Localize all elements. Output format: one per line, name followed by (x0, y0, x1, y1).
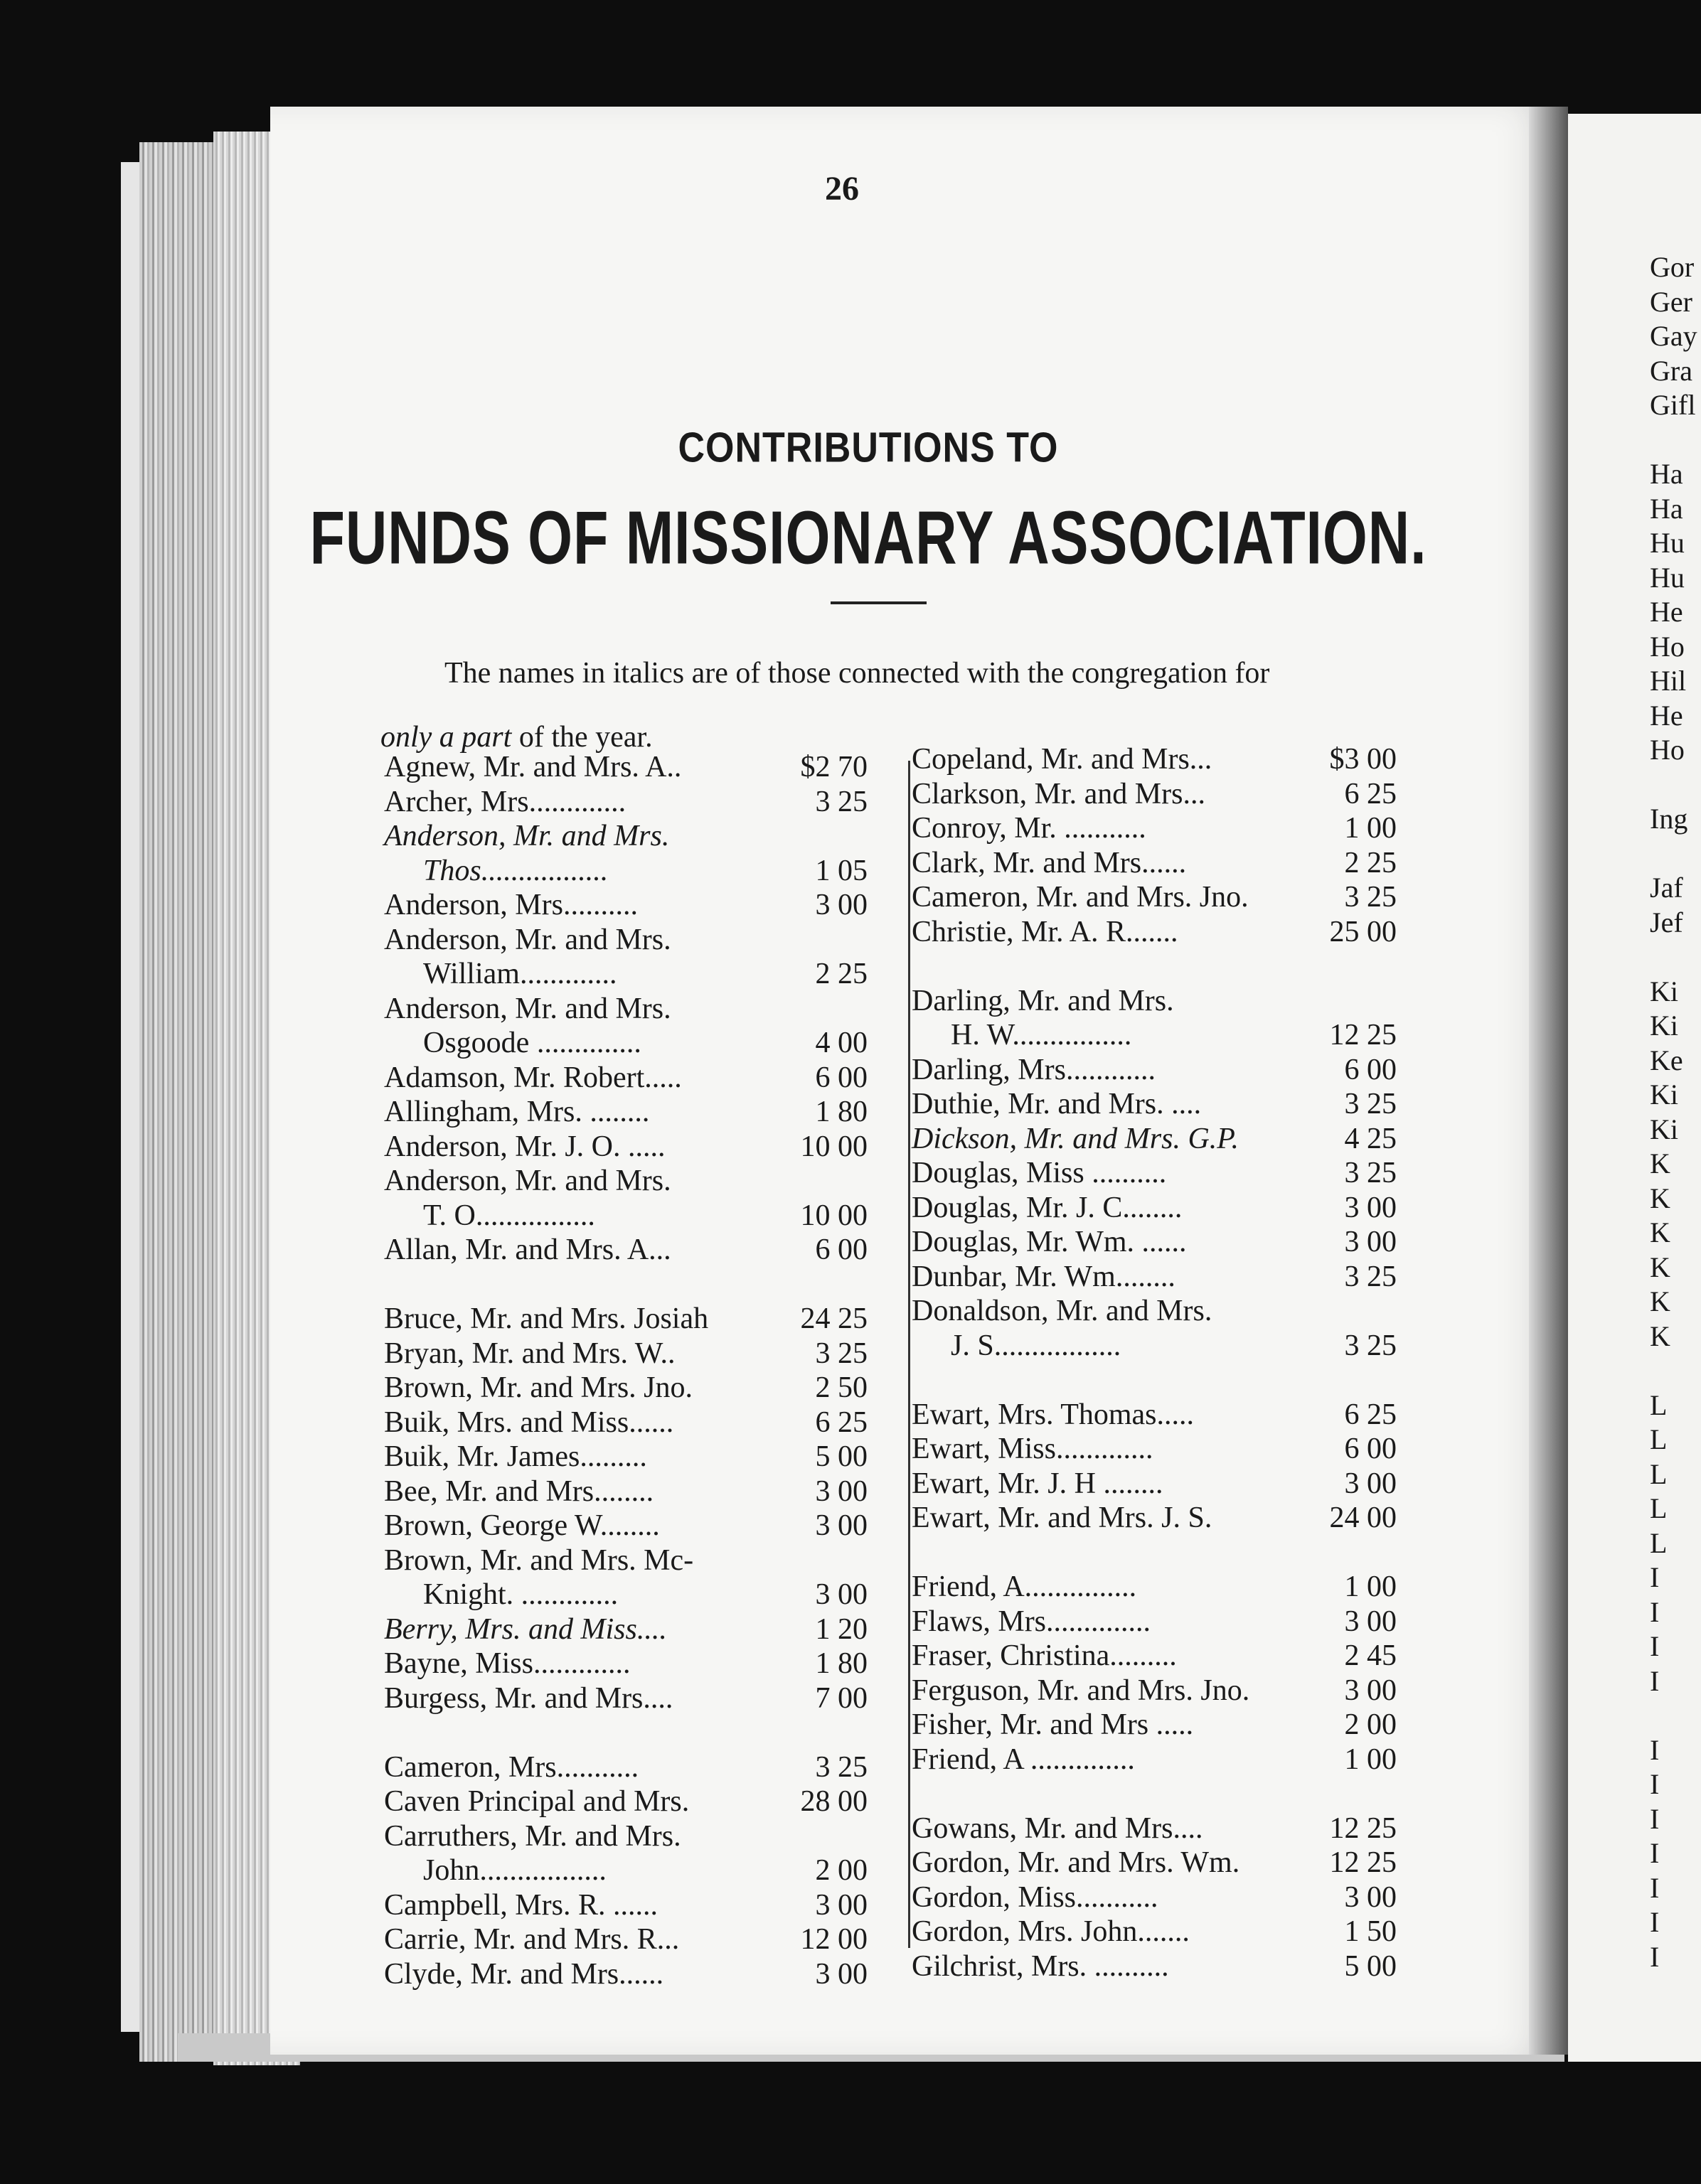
contribution-entry (912, 1501, 1397, 1536)
contribution-amount: 1 80 (815, 1096, 868, 1128)
contribution-amount: 3 00 (1344, 1605, 1397, 1638)
contribution-amount: 1 80 (815, 1647, 868, 1680)
contributor-name: Douglas, Mr. J. C........ (912, 1191, 1183, 1224)
contribution-amount: $2 70 (800, 751, 868, 783)
contribution-entry (912, 1191, 1397, 1226)
contributor-name: T. O................ (423, 1199, 595, 1232)
next-page-fragment: Hu (1650, 527, 1685, 559)
contributor-name: Douglas, Mr. Wm. ...... (912, 1226, 1187, 1258)
contribution-amount: 2 25 (1344, 846, 1397, 879)
contributor-name: H. W................ (951, 1019, 1132, 1051)
next-page-fragment: Jef (1650, 906, 1683, 938)
contributor-name: Fisher, Mr. and Mrs ..... (912, 1708, 1194, 1741)
contribution-amount: 24 00 (1329, 1502, 1397, 1534)
contribution-amount: 1 00 (1344, 1743, 1397, 1776)
contributor-name: Anderson, Mr. and Mrs. (384, 1165, 671, 1197)
contributor-name: Osgoode .............. (423, 1027, 641, 1059)
contributor-name: Anderson, Mr. and Mrs. (384, 992, 671, 1025)
contributor-name: Archer, Mrs............. (384, 785, 626, 818)
contribution-amount: 3 25 (1344, 1088, 1397, 1120)
contribution-amount: 1 50 (1344, 1915, 1397, 1948)
contribution-amount: 2 25 (815, 958, 868, 990)
contribution-entry (912, 880, 1397, 915)
contribution-entry (384, 1095, 868, 1130)
contribution-entry (384, 1302, 868, 1337)
contribution-amount: 7 00 (815, 1681, 868, 1715)
contribution-amount: 3 25 (815, 1337, 868, 1370)
contribution-amount: 3 00 (815, 1888, 868, 1922)
contribution-entry (384, 819, 868, 854)
contributor-name: Anderson, Mr. J. O. ..... (384, 1130, 666, 1163)
contribution-entry (384, 1061, 868, 1096)
contribution-entry (384, 750, 868, 785)
next-page-fragment: Ha (1650, 458, 1683, 490)
contribution-amount: 12 00 (800, 1923, 868, 1956)
next-page-fragment: I (1650, 1837, 1660, 1869)
contributor-name: Thos................. (423, 854, 609, 887)
next-page-fragment: L (1650, 1492, 1668, 1524)
next-page-fragment: L (1650, 1423, 1668, 1455)
contribution-amount: 3 25 (1344, 1260, 1397, 1293)
contribution-entry (384, 1440, 868, 1474)
contribution-entry (384, 923, 868, 958)
intro-line-1: The names in italics are of those connected with the congregation for (444, 657, 1270, 690)
contribution-amount: 12 25 (1329, 1846, 1397, 1879)
contribution-amount: 5 00 (815, 1440, 868, 1473)
contribution-entry (912, 915, 1397, 950)
contribution-entry (912, 1949, 1397, 1984)
contributor-name: Gowans, Mr. and Mrs.... (912, 1811, 1203, 1845)
contribution-entry (384, 1233, 868, 1268)
contribution-entry (384, 1371, 868, 1406)
next-page-fragment: I (1650, 1733, 1660, 1766)
contribution-entry (384, 957, 868, 992)
contributor-name: Knight. ............. (423, 1578, 619, 1611)
next-page-fragment: Gifl (1650, 389, 1696, 421)
contribution-amount: 6 00 (815, 1061, 868, 1094)
contributor-name: Gordon, Miss........... (912, 1880, 1158, 1914)
contributor-name: Ewart, Mr. and Mrs. J. S. (912, 1502, 1212, 1534)
contributor-name: Gordon, Mr. and Mrs. Wm. (912, 1846, 1240, 1879)
contribution-entry (912, 777, 1397, 812)
next-page-fragment: I (1650, 1630, 1660, 1662)
contributor-name: Brown, Mr. and Mrs. Jno. (384, 1371, 693, 1404)
contribution-entry (912, 1294, 1397, 1329)
next-page-fragment: Ger (1650, 285, 1692, 318)
next-page-fragment: K (1650, 1320, 1670, 1352)
contributor-name: Bee, Mr. and Mrs........ (384, 1474, 654, 1508)
contribution-entry (384, 1543, 868, 1578)
contribution-entry (912, 1708, 1397, 1743)
next-page-fragment: L (1650, 1388, 1668, 1421)
contribution-amount: 1 00 (1344, 812, 1397, 845)
entry-gap (912, 949, 1397, 984)
contribution-amount: 28 00 (800, 1785, 868, 1818)
contribution-entry (912, 1053, 1397, 1088)
next-page-fragment: Gor (1650, 251, 1695, 283)
contributor-name: Agnew, Mr. and Mrs. A.. (384, 751, 682, 783)
next-page-fragment: L (1650, 1457, 1668, 1490)
contribution-entry (384, 1164, 868, 1199)
contributor-name: Donaldson, Mr. and Mrs. (912, 1295, 1212, 1327)
contribution-entry (912, 1122, 1397, 1157)
contribution-amount: 2 45 (1344, 1639, 1397, 1672)
contribution-entry (384, 992, 868, 1027)
contribution-entry (384, 1337, 868, 1371)
contribution-amount: 3 00 (815, 889, 868, 921)
contributor-name: Campbell, Mrs. R. ...... (384, 1888, 658, 1922)
contributor-name: Brown, George W........ (384, 1509, 660, 1542)
contributor-name: Fraser, Christina......... (912, 1639, 1177, 1672)
column-separator (908, 761, 910, 1948)
contributor-name: Dickson, Mr. and Mrs. G.P. (912, 1122, 1239, 1155)
contributor-name: Allingham, Mrs. ........ (384, 1096, 650, 1128)
contribution-amount: 10 00 (800, 1130, 868, 1163)
contribution-amount: 6 00 (1344, 1433, 1397, 1465)
contributor-name: Ewart, Mrs. Thomas..... (912, 1398, 1195, 1431)
contribution-entry (384, 1199, 868, 1233)
contributor-name: Allan, Mr. and Mrs. A... (384, 1233, 671, 1266)
contribution-entry (384, 1750, 868, 1785)
contributor-name: Gordon, Mrs. John....... (912, 1915, 1190, 1948)
contribution-amount: 5 00 (1344, 1949, 1397, 1983)
next-page-fragment: Gay (1650, 320, 1697, 352)
contribution-amount: 6 25 (1344, 1398, 1397, 1431)
next-page-fragment: Ho (1650, 734, 1685, 766)
contribution-amount: 2 00 (1344, 1708, 1397, 1741)
contribution-entry (912, 1398, 1397, 1433)
contribution-entry (912, 1639, 1397, 1674)
intro-italic: only a part (380, 721, 512, 754)
contributor-name: Flaws, Mrs.............. (912, 1605, 1151, 1638)
next-page-fragment: I (1650, 1906, 1660, 1938)
contribution-amount: 1 20 (815, 1612, 868, 1646)
next-page-fragment: I (1650, 1940, 1660, 1973)
contribution-amount: 4 00 (815, 1027, 868, 1059)
contributor-name: Friend, A............... (912, 1570, 1137, 1603)
contribution-entry (912, 1156, 1397, 1191)
contribution-entry (384, 1647, 868, 1681)
contribution-amount: $3 00 (1329, 743, 1397, 776)
contribution-entry (384, 1681, 868, 1716)
right-column (912, 742, 1397, 1984)
contribution-amount: 3 25 (815, 785, 868, 818)
contribution-amount: 3 00 (1344, 1467, 1397, 1500)
contribution-amount: 3 00 (1344, 1880, 1397, 1914)
contribution-entry (912, 1674, 1397, 1708)
heading-big: FUNDS OF MISSIONARY ASSOCIATION. (309, 496, 1427, 580)
next-page-fragment: L (1650, 1526, 1668, 1559)
title-rule (831, 601, 927, 604)
contribution-amount: 3 00 (1344, 1226, 1397, 1258)
contribution-entry (384, 1888, 868, 1923)
contribution-entry (912, 1915, 1397, 1949)
next-page-fragment: Jaf (1650, 872, 1683, 904)
contribution-entry (912, 1743, 1397, 1777)
contributor-name: Berry, Mrs. and Miss.... (384, 1612, 667, 1646)
contribution-amount: 24 25 (800, 1302, 868, 1335)
contributor-name: Buik, Mr. James......... (384, 1440, 647, 1473)
contributor-name: Bayne, Miss............. (384, 1647, 631, 1680)
contribution-amount: 25 00 (1329, 915, 1397, 948)
contribution-entry (912, 984, 1397, 1019)
next-page-fragment: Ki (1650, 1078, 1678, 1110)
contribution-amount: 2 00 (815, 1854, 868, 1887)
contributor-name: Clark, Mr. and Mrs...... (912, 846, 1187, 879)
contribution-entry (384, 1026, 868, 1061)
contribution-entry (912, 1018, 1397, 1053)
contribution-entry (912, 811, 1397, 846)
next-page-fragment: Gra (1650, 354, 1692, 387)
contributor-name: Anderson, Mrs.......... (384, 889, 638, 921)
heading-small: CONTRIBUTIONS TO (678, 424, 1059, 472)
next-page-fragment: Ki (1650, 1113, 1678, 1145)
contributor-name: Christie, Mr. A. R....... (912, 915, 1178, 948)
contributor-name: Gilchrist, Mrs. .......... (912, 1949, 1169, 1983)
next-page-fragment: K (1650, 1251, 1670, 1283)
page-number: 26 (825, 170, 859, 208)
contribution-amount: 6 25 (1344, 777, 1397, 810)
contribution-entry (912, 1880, 1397, 1915)
contribution-amount: 1 05 (815, 854, 868, 887)
contribution-entry (912, 742, 1397, 777)
contribution-entry (384, 1957, 868, 1992)
contributor-name: Cameron, Mr. and Mrs. Jno. (912, 881, 1249, 914)
contribution-entry (384, 1406, 868, 1440)
contributor-name: Caven Principal and Mrs. (384, 1785, 690, 1818)
contributor-name: Douglas, Miss .......... (912, 1157, 1167, 1189)
contribution-entry (912, 1329, 1397, 1364)
contribution-entry (912, 846, 1397, 881)
contributor-name: Carruthers, Mr. and Mrs. (384, 1819, 681, 1853)
contribution-entry (912, 1570, 1397, 1605)
next-page-fragment: K (1650, 1182, 1670, 1214)
entry-gap (384, 1268, 868, 1302)
entry-gap (912, 1363, 1397, 1398)
next-page-fragment: Ha (1650, 492, 1683, 525)
contribution-amount: 4 25 (1344, 1122, 1397, 1155)
next-page-fragment: K (1650, 1216, 1670, 1248)
contribution-entry (384, 1578, 868, 1612)
contributor-name: Ewart, Mr. J. H ........ (912, 1467, 1163, 1500)
contribution-entry (384, 1612, 868, 1647)
next-page-fragment: Ki (1650, 1010, 1678, 1042)
contributor-name: Anderson, Mr. and Mrs. (384, 820, 670, 852)
contribution-amount: 12 25 (1329, 1811, 1397, 1845)
contribution-entry (912, 1605, 1397, 1639)
next-page-fragment: I (1650, 1871, 1660, 1904)
next-page-fragment: Ing (1650, 803, 1688, 835)
contributor-name: Clyde, Mr. and Mrs...... (384, 1957, 664, 1991)
next-page-fragment: Hu (1650, 561, 1685, 594)
contribution-entry (384, 1130, 868, 1165)
next-page-fragment: K (1650, 1147, 1670, 1179)
contributor-name: Copeland, Mr. and Mrs... (912, 743, 1212, 776)
contribution-entry (384, 1474, 868, 1509)
contribution-amount: 3 00 (815, 1474, 868, 1508)
contributor-name: Clarkson, Mr. and Mrs... (912, 777, 1205, 810)
contribution-amount: 1 00 (1344, 1570, 1397, 1603)
contributor-name: Burgess, Mr. and Mrs.... (384, 1681, 673, 1715)
contributor-name: Darling, Mr. and Mrs. (912, 984, 1174, 1017)
contributor-name: John................. (423, 1854, 607, 1887)
contributor-name: Adamson, Mr. Robert..... (384, 1061, 682, 1094)
contributor-name: Bruce, Mr. and Mrs. Josiah (384, 1302, 709, 1335)
contribution-entry (384, 854, 868, 889)
next-page-fragment: Ke (1650, 1044, 1683, 1076)
next-page-fragment: I (1650, 1664, 1660, 1697)
contributor-name: Cameron, Mrs........... (384, 1750, 639, 1784)
contribution-amount: 6 00 (1344, 1053, 1397, 1086)
contribution-entry (384, 785, 868, 820)
contributor-name: William............. (423, 958, 617, 990)
contribution-amount: 6 00 (815, 1233, 868, 1266)
contribution-entry (912, 1260, 1397, 1295)
contributor-name: Darling, Mrs............ (912, 1053, 1156, 1086)
contribution-entry (384, 1922, 868, 1957)
contribution-amount: 12 25 (1329, 1019, 1397, 1051)
contributor-name: Ferguson, Mr. and Mrs. Jno. (912, 1674, 1250, 1707)
next-page-fragment: Hil (1650, 665, 1687, 697)
next-page-fragment: Ki (1650, 975, 1678, 1007)
contribution-entry (384, 1509, 868, 1543)
next-page-fragment: He (1650, 596, 1683, 628)
contributor-name: Friend, A .............. (912, 1743, 1135, 1776)
contribution-entry (384, 1784, 868, 1819)
contribution-amount: 3 00 (1344, 1674, 1397, 1707)
entry-gap (384, 1715, 868, 1750)
next-page-fragment: Ho (1650, 630, 1685, 663)
contribution-amount: 3 25 (1344, 1157, 1397, 1189)
contribution-entry (912, 1087, 1397, 1122)
contribution-entry (912, 1467, 1397, 1502)
contribution-amount: 3 00 (815, 1509, 868, 1542)
contribution-amount: 3 00 (815, 1578, 868, 1611)
book-gutter (1529, 107, 1568, 2055)
contributor-name: Brown, Mr. and Mrs. Mc- (384, 1543, 694, 1577)
contributor-name: Conroy, Mr. ........... (912, 812, 1146, 845)
contribution-amount: 3 00 (815, 1957, 868, 1991)
contribution-amount: 3 00 (1344, 1191, 1397, 1224)
contributor-name: Ewart, Miss............. (912, 1433, 1153, 1465)
intro-rest: of the year. (511, 721, 653, 754)
contributor-name: J. S................. (951, 1329, 1121, 1362)
contribution-entry (384, 1853, 868, 1888)
contributor-name: Bryan, Mr. and Mrs. W.. (384, 1337, 676, 1370)
contributor-name: Duthie, Mr. and Mrs. .... (912, 1088, 1202, 1120)
next-page-fragment: K (1650, 1285, 1670, 1317)
contributor-name: Anderson, Mr. and Mrs. (384, 923, 671, 956)
next-page-fragment: I (1650, 1802, 1660, 1835)
contribution-entry (912, 1432, 1397, 1467)
contributor-name: Dunbar, Mr. Wm........ (912, 1260, 1175, 1293)
next-page-fragment: He (1650, 699, 1683, 732)
left-column (384, 750, 868, 1991)
contribution-amount: 3 25 (815, 1750, 868, 1784)
contribution-entry (912, 1225, 1397, 1260)
next-page-fragment: I (1650, 1595, 1660, 1628)
contribution-amount: 10 00 (800, 1199, 868, 1232)
next-page-fragment: I (1650, 1561, 1660, 1593)
contribution-entry (384, 888, 868, 923)
contribution-entry (912, 1846, 1397, 1880)
next-page-fragment: I (1650, 1768, 1660, 1800)
contribution-amount: 3 25 (1344, 881, 1397, 914)
contributor-name: Buik, Mrs. and Miss...... (384, 1406, 674, 1439)
entry-gap (912, 1536, 1397, 1570)
contribution-entry (384, 1819, 868, 1854)
contribution-entry (912, 1811, 1397, 1846)
contribution-amount: 3 25 (1344, 1329, 1397, 1362)
contributor-name: Carrie, Mr. and Mrs. R... (384, 1923, 680, 1956)
entry-gap (912, 1777, 1397, 1811)
contribution-amount: 2 50 (815, 1371, 868, 1404)
contribution-amount: 6 25 (815, 1406, 868, 1439)
